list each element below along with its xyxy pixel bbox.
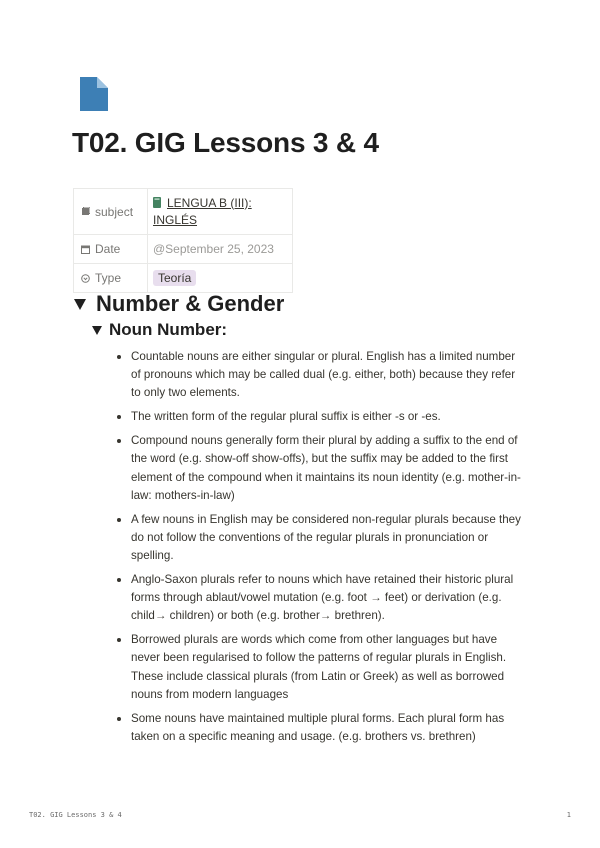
list-item: Anglo-Saxon plurals refer to nouns which have retained their historic plural forms through ablaut/vowel mutation (e.g. foot → feet) or derivation (e.g. child→ children) or both (e.g. brother→ brethren). (114, 571, 524, 626)
toggle-triangle-icon[interactable] (74, 299, 86, 310)
property-value[interactable] (148, 264, 293, 293)
page-title: T02. GIG Lessons 3 & 4 (72, 127, 379, 158)
relation-icon (81, 207, 90, 216)
property-value[interactable] (148, 235, 293, 264)
date-value[interactable]: @September 25, 2023 (153, 242, 274, 256)
property-key (74, 189, 148, 235)
footer-title: T02. GIG Lessons 3 & 4 (29, 811, 122, 819)
document-icon (80, 77, 108, 111)
list-item: Compound nouns generally form their plural by adding a suffix to the end of the word (e.g. show-off show-offs), but the suffix may be added to the first element of the compound when it maintains its noun identity (e.g. mother-in-law: mothers-in-law) (114, 432, 524, 505)
subject-link[interactable]: LENGUA B (III): INGLÉS (153, 195, 252, 227)
property-key-label: subject (95, 204, 134, 219)
property-key-label: Type (95, 271, 122, 285)
property-row-type (74, 264, 293, 293)
toggle-heading-noun-number[interactable] (92, 320, 227, 340)
book-icon (153, 197, 162, 208)
select-icon (81, 274, 90, 283)
page-number: 1 (566, 811, 571, 819)
list-item: Borrowed plurals are words which come from other languages but have never been regularised to follow the patterns of regular plurals in English. These include classical plurals (from Latin or Greek) as well as borrowed nouns from modern languages (114, 631, 524, 704)
heading-text: Number & Gender (96, 291, 285, 316)
list-item: A few nouns in English may be considered non-regular plurals because they do not follow the conventions of the regular plurals in pronunciation or spelling. (114, 511, 524, 566)
list-item: Countable nouns are either singular or plural. English has a limited number of pronouns which may be called dual (e.g. either, both) because they refer to only two elements. (114, 348, 524, 403)
property-key-label: Date (95, 242, 121, 256)
property-row-subject (74, 189, 293, 235)
bullet-list (114, 348, 524, 752)
toggle-heading-number-gender[interactable] (74, 291, 284, 317)
calendar-icon (81, 245, 90, 254)
property-row-date (74, 235, 293, 264)
property-value[interactable] (148, 189, 293, 235)
list-item: The written form of the regular plural suffix is either -s or -es. (114, 408, 524, 426)
heading-text: Noun Number: (109, 320, 228, 339)
properties-table (73, 188, 293, 293)
property-key (74, 264, 148, 293)
property-key (74, 235, 148, 264)
list-item: Some nouns have maintained multiple plural forms. Each plural form has taken on a specific meaning and usage. (e.g. brothers vs. brethren) (114, 710, 524, 746)
toggle-triangle-icon[interactable] (92, 326, 102, 335)
type-tag[interactable]: Teoría (153, 270, 196, 286)
